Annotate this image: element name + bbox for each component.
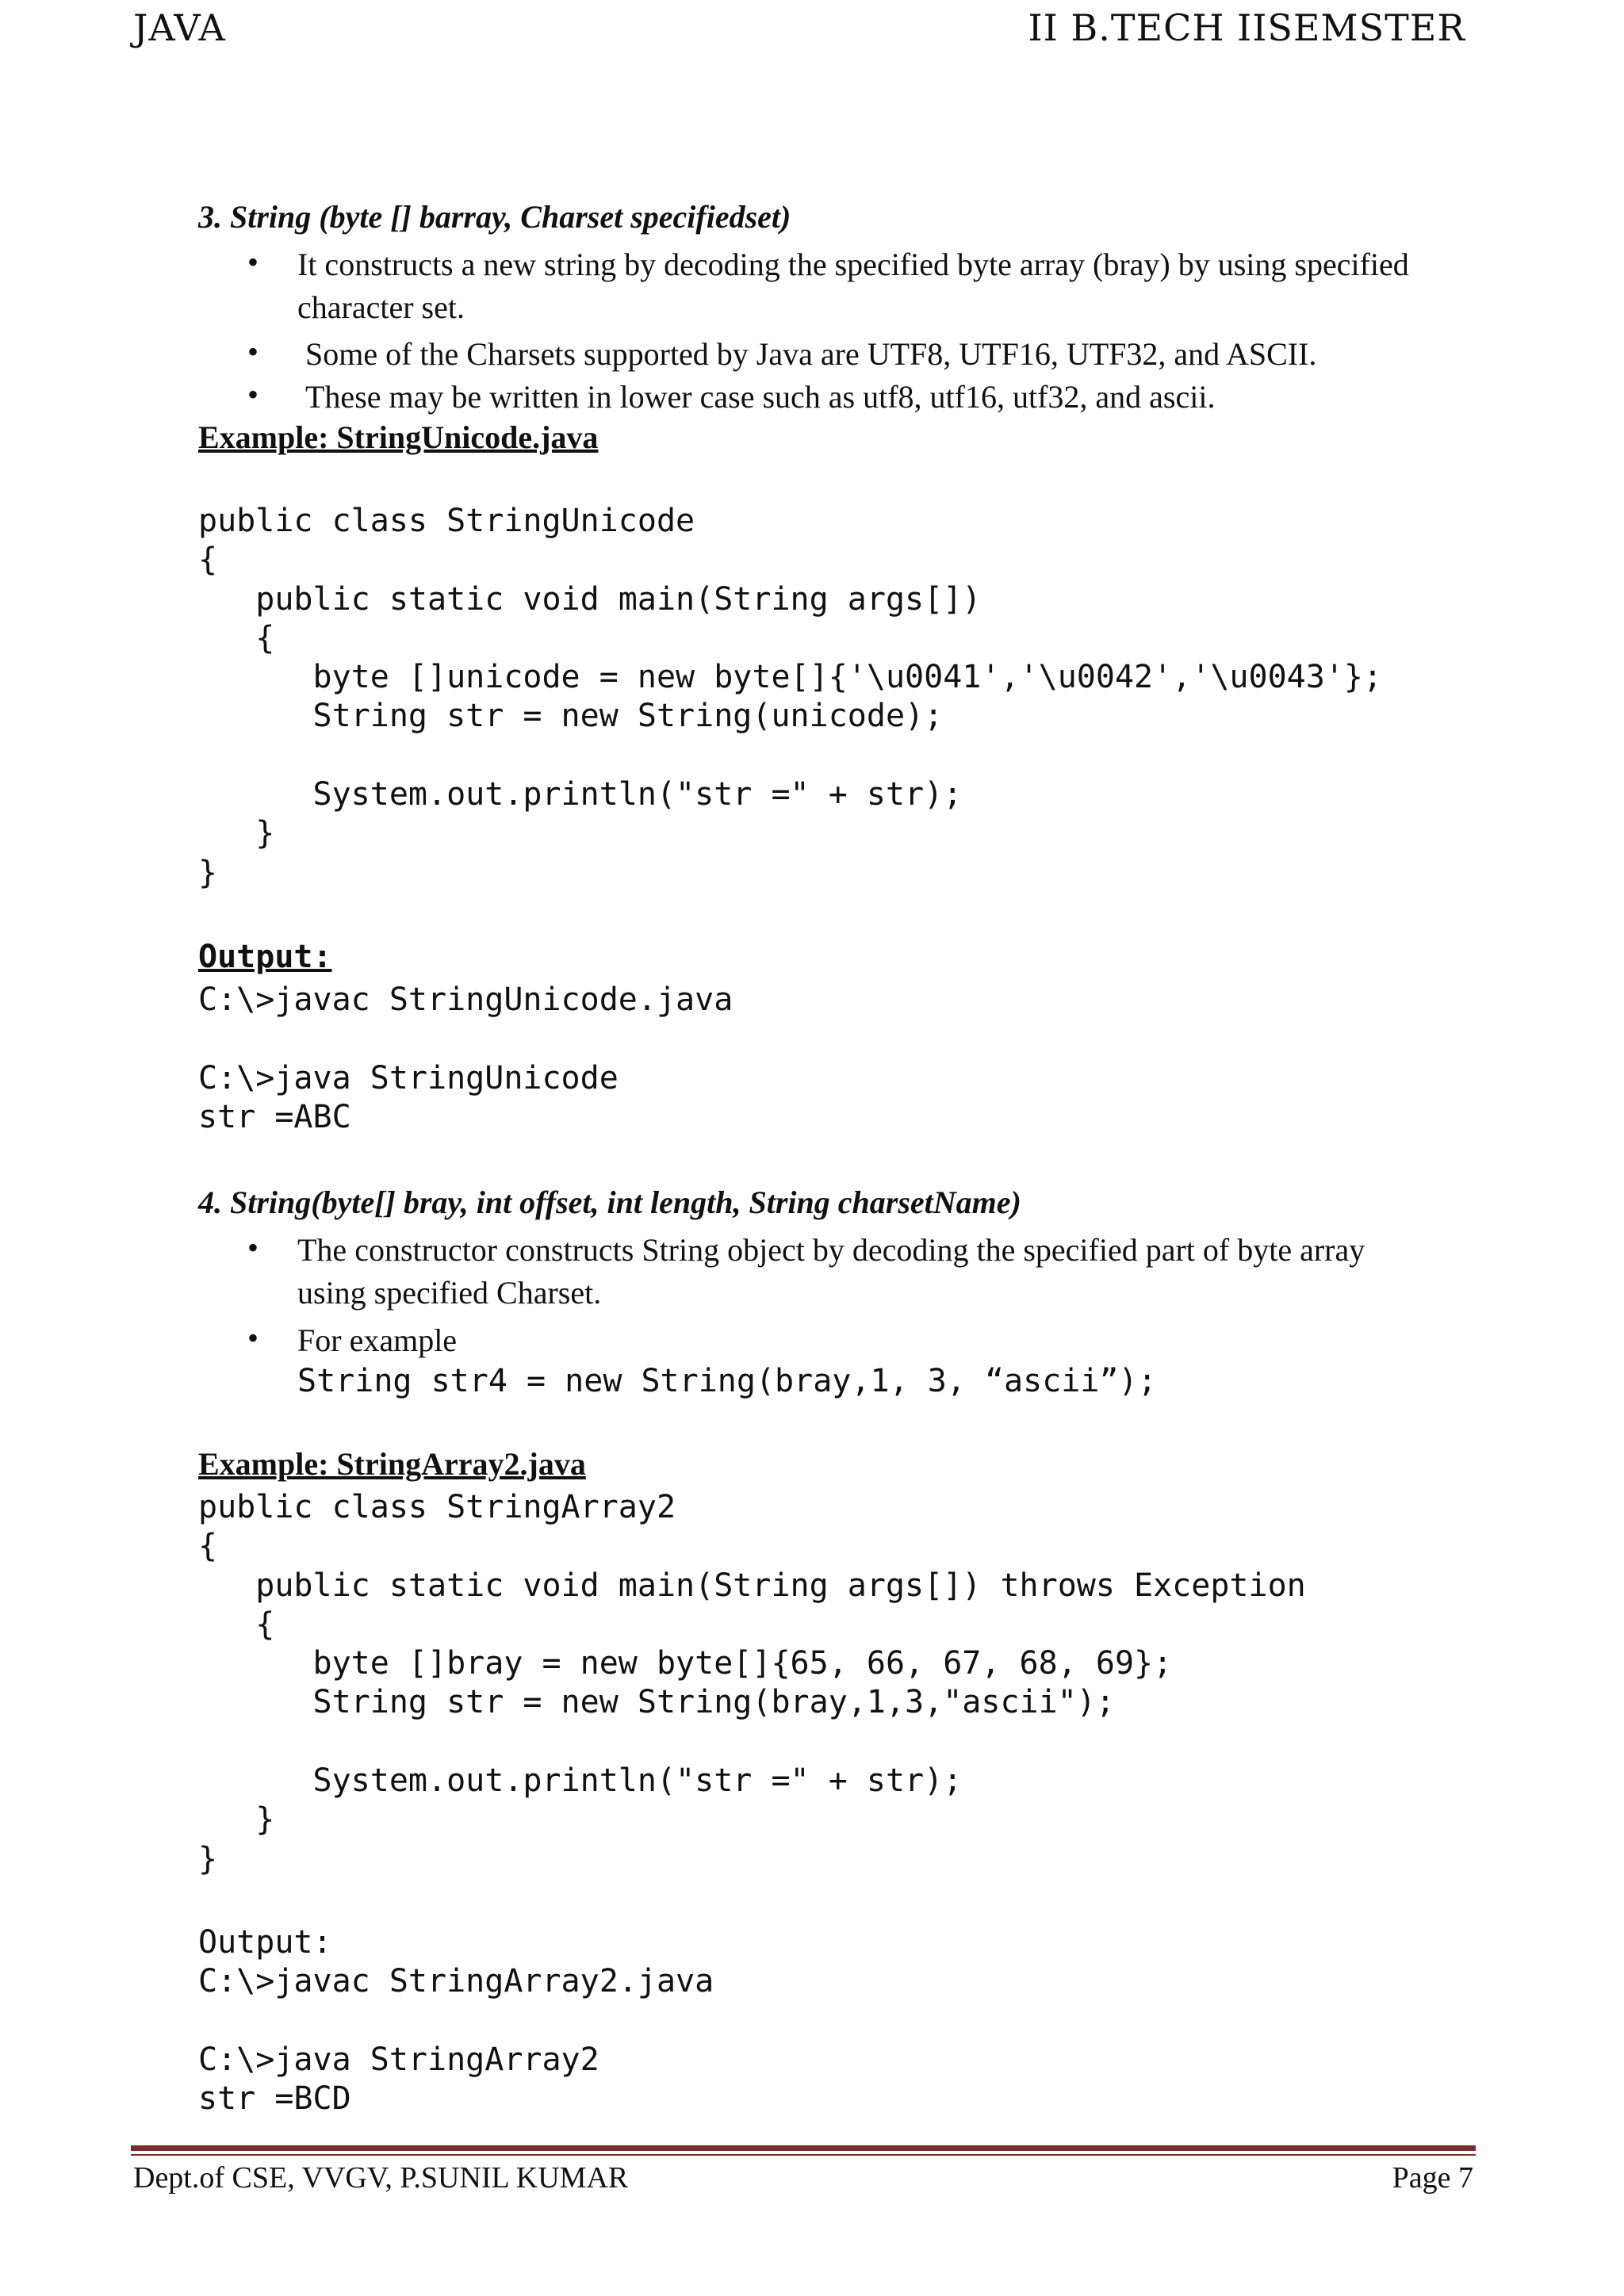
footer-rule-thin [131,2154,1476,2156]
bullet-icon: • [247,1230,259,1265]
section3-bullet-1: It constructs a new string by decoding the specified byte array (bray) by using specified character set. [297,247,1409,325]
footer-rule-thick [131,2145,1476,2151]
header-right: II B.TECH IISEMSTER [1028,6,1465,49]
header-left: JAVA [133,6,226,49]
page-number: Page 7 [1392,2161,1473,2195]
section4-output-block: Output: C:\>javac StringArray2.java C:\>java StringArray2 str =BCD [198,1924,714,2118]
section3-bullet-3: These may be written in lower case such as utf8, utf16, utf32, and ascii. [305,379,1216,415]
bullet-icon: • [247,1320,259,1356]
section3-title: 3. String (byte [] barray, Charset specifiedset) [198,199,791,235]
section4-bullet-1: The constructor constructs String object by decoding the specified part of byte array using specified Charset. [297,1232,1365,1311]
footer-left: Dept.of CSE, VVGV, P.SUNIL KUMAR [133,2161,629,2195]
bullet-icon: • [247,244,259,280]
section3-output-label: Output: [198,939,332,975]
section3-bullet-2: Some of the Charsets supported by Java are UTF8, UTF16, UTF32, and ASCII. [305,336,1317,372]
section4-bullet-2: For example [297,1322,458,1358]
section3-output-block: C:\>javac StringUnicode.java C:\>java StringUnicode str =ABC [198,982,733,1135]
section4-example-code-line: String str4 = new String(bray,1, 3, “ascii”); [297,1363,1157,1399]
section4-example-label: Example: StringArray2.java [198,1446,586,1482]
section3-example-label: Example: StringUnicode.java [198,419,599,455]
bullet-icon: • [247,377,259,412]
section4-title: 4. String(byte[] bray, int offset, int length, String charsetName) [198,1184,1021,1220]
section3-code-block: public class StringUnicode { public static void main(String args[]) { byte []unicode = new byte[]{'\u0041','\u0042','\u0043'}; String str = new String(unicode); System.out.println("str =" + str); } } [198,503,1383,891]
section4-code-block: public class StringArray2 { public static void main(String args[]) throws Exception { byte []bray = new byte[]{65, 66, 67, 68, 69}; String str = new String(bray,1,3,"ascii"); System.out.println("str =" + str); } } [198,1489,1306,1877]
bullet-icon: • [247,334,259,369]
